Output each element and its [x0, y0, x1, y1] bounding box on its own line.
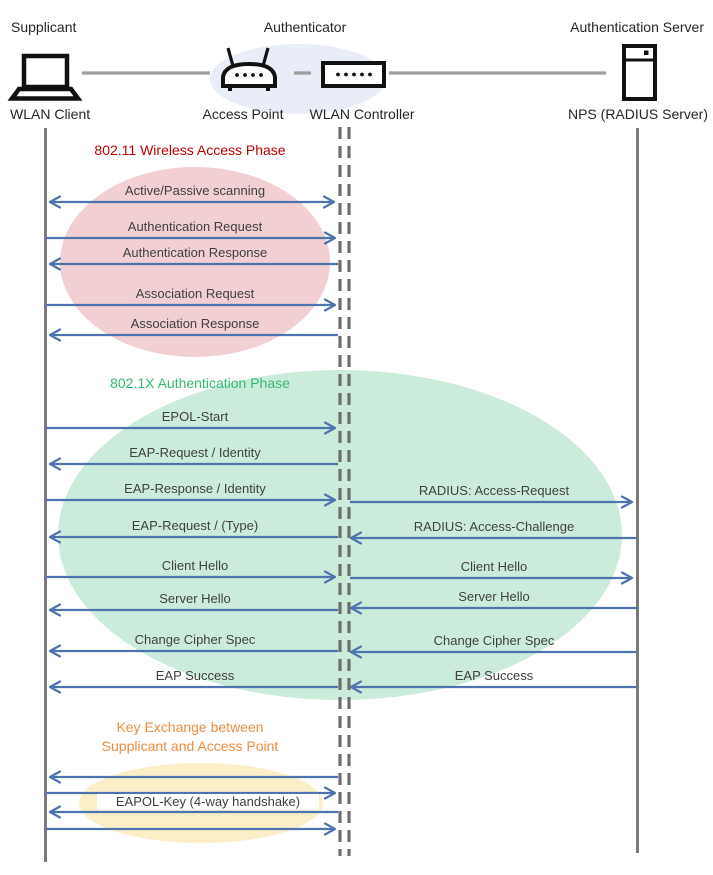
server-icon — [624, 46, 655, 99]
msg-client-hello-right: Client Hello — [460, 559, 528, 574]
msg-eap-request-type: EAP-Request / (Type) — [131, 518, 259, 533]
role-supplicant: Supplicant — [11, 19, 77, 35]
msg-association-request: Association Request — [135, 286, 255, 301]
msg-eapol-key-4way-handshake: EAPOL-Key (4-way handshake) — [97, 794, 319, 810]
label-wlan-controller: WLAN Controller — [309, 106, 415, 122]
label-wlan-client: WLAN Client — [10, 106, 91, 122]
msg-radius-access-challenge: RADIUS: Access-Challenge — [413, 519, 575, 534]
msg-eap-request-identity: EAP-Request / Identity — [129, 445, 261, 460]
msg-client-hello-left: Client Hello — [161, 558, 229, 573]
msg-change-cipher-spec-left: Change Cipher Spec — [134, 632, 256, 647]
label-nps-radius-server: NPS (RADIUS Server) — [567, 106, 709, 122]
msg-eap-success-right: EAP Success — [454, 668, 534, 683]
phase3-title-line2: Supplicant and Access Point — [101, 738, 279, 754]
msg-server-hello-left: Server Hello — [159, 591, 231, 606]
msg-association-response: Association Response — [130, 316, 260, 331]
msg-authentication-response: Authentication Response — [122, 245, 268, 260]
msg-authentication-request: Authentication Request — [127, 219, 263, 234]
msg-radius-access-request: RADIUS: Access-Request — [418, 483, 570, 498]
role-authentication-server: Authentication Server — [570, 19, 704, 35]
msg-server-hello-right: Server Hello — [458, 589, 530, 604]
msg-change-cipher-spec-right: Change Cipher Spec — [433, 633, 555, 648]
wlan-controller-icon — [323, 63, 384, 86]
role-authenticator: Authenticator — [263, 19, 347, 35]
laptop-icon — [12, 56, 78, 99]
msg-epol-start: EPOL-Start — [161, 409, 229, 424]
label-access-point: Access Point — [202, 106, 284, 122]
msg-eap-success-left: EAP Success — [155, 668, 235, 683]
msg-eap-response-identity: EAP-Response / Identity — [124, 481, 266, 496]
phase2-title: 802.1X Authentication Phase — [110, 375, 290, 391]
msg-active-passive-scanning: Active/Passive scanning — [124, 183, 266, 198]
phase1-title: 802.11 Wireless Access Phase — [94, 142, 286, 158]
phase3-title-line1: Key Exchange between — [116, 719, 264, 735]
